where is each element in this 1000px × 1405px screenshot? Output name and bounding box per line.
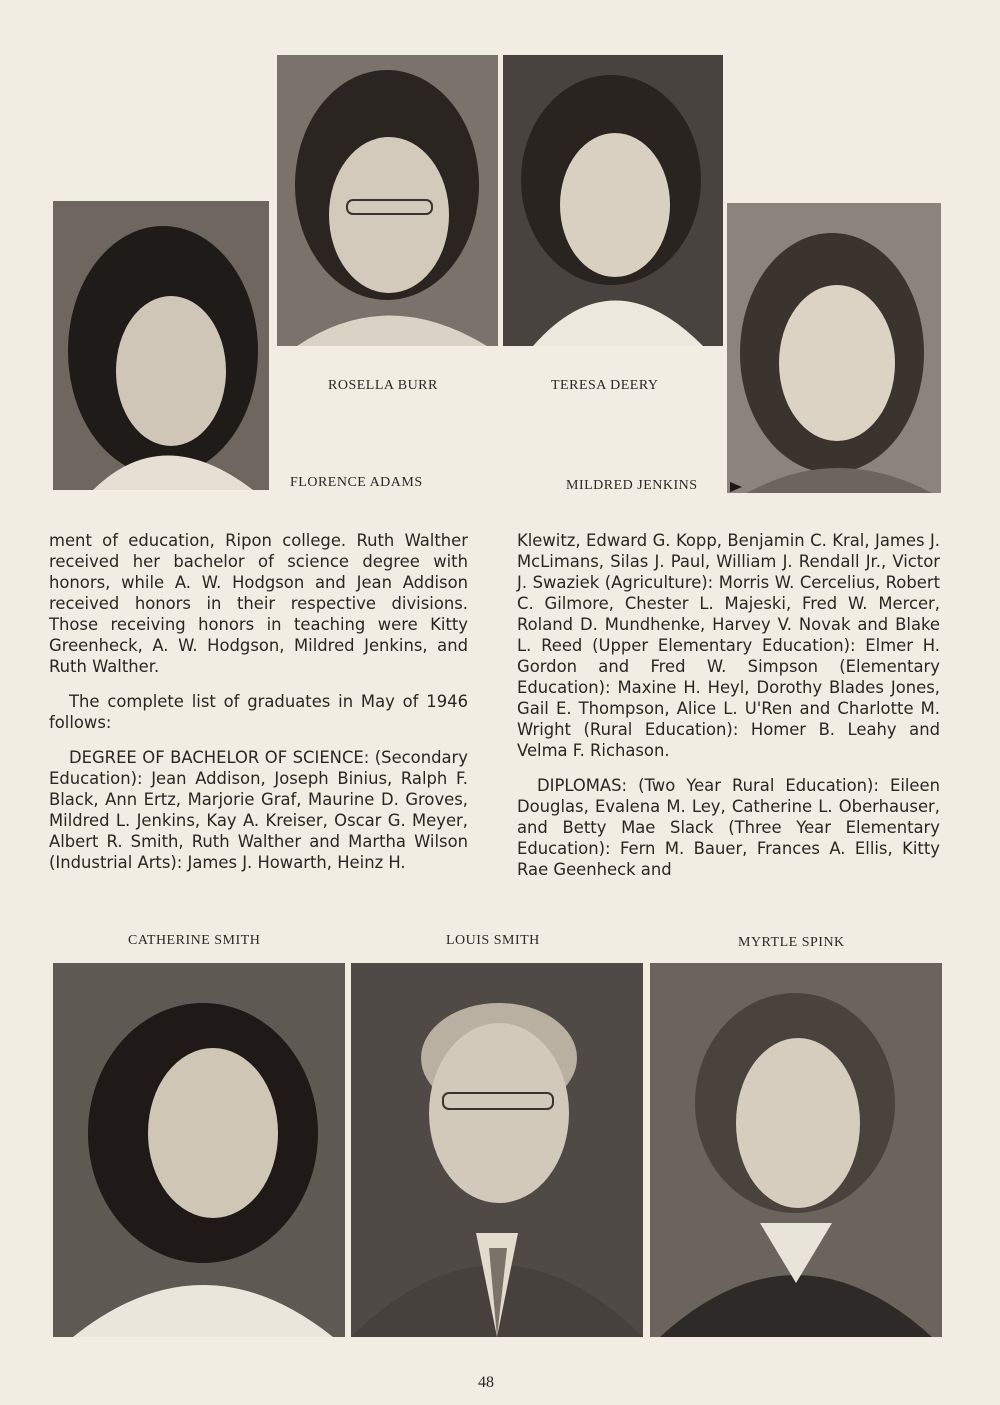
caption-mildred-jenkins: MILDRED JENKINS	[566, 478, 698, 493]
caption-teresa-deery: TERESA DEERY	[551, 378, 659, 393]
page-number: 48	[478, 1374, 494, 1391]
photo-myrtle-spink	[650, 963, 942, 1337]
right-text-column	[517, 530, 940, 880]
right-paragraph-2: DIPLOMAS: (Two Year Rural Education): Eileen Douglas, Evalena M. Ley, Catherine L. Oberhauser, and Betty Mae Slack (Three Year Elementary Education): Fern M. Bauer, Frances A. Ellis, Kitty Rae Geenheck and	[517, 776, 940, 879]
caption-myrtle-spink: MYRTLE SPINK	[738, 935, 845, 950]
left-text-column	[49, 530, 468, 873]
left-paragraph-3: DEGREE OF BACHELOR OF SCIENCE: (Secondary Education): Jean Addison, Joseph Binius, Ralph F. Black, Ann Ertz, Marjorie Graf, Maurine D. Groves, Mildred L. Jenkins, Kay A. Kreiser, Oscar G. Meyer, Albert R. Smith, Ruth Walther and Martha Wilson (Industrial Arts): James J. Howarth, Heinz H.	[49, 748, 468, 872]
right-paragraph-1: Klewitz, Edward G. Kopp, Benjamin C. Kral, James J. McLimans, Silas J. Paul, William J. Rendall Jr., Victor J. Swaziek (Agriculture): Morris W. Cercelius, Robert C. Gilmore, Chester L. Majeski, Fred W. Mercer, Roland D. Mundhenke, Harvey V. Novak and Blake L. Reed (Upper Elementary Education): Elmer H. Gordon and Fred W. Simpson (Elementary Education): Maxine H. Heyl, Dorothy Blades Jones, Gail E. Thompson, Alice L. U'Ren and Charlotte M. Wright (Rural Education): Homer B. Leahy and Velma F. Richason.	[517, 531, 940, 760]
caption-pointer-arrow	[730, 482, 742, 492]
photo-catherine-smith	[53, 963, 345, 1337]
left-paragraph-1: ment of education, Ripon college. Ruth Walther received her bachelor of science degree with honors, while A. W. Hodgson and Jean Addison received honors in their respective divisions. Those receiving honors in teaching were Kitty Greenheck, A. W. Hodgson, Mildred Jenkins, and Ruth Walther.	[49, 531, 468, 676]
photo-mildred-jenkins	[727, 203, 941, 493]
photo-florence-adams	[53, 201, 269, 490]
left-paragraph-2: The complete list of graduates in May of 1946 follows:	[49, 692, 468, 732]
caption-florence-adams: FLORENCE ADAMS	[290, 475, 423, 490]
photo-teresa-deery	[503, 55, 723, 346]
caption-catherine-smith: CATHERINE SMITH	[128, 933, 261, 948]
caption-rosella-burr: ROSELLA BURR	[328, 378, 438, 393]
photo-louis-smith	[351, 963, 643, 1337]
photo-rosella-burr	[277, 55, 498, 346]
caption-louis-smith: LOUIS SMITH	[446, 933, 540, 948]
